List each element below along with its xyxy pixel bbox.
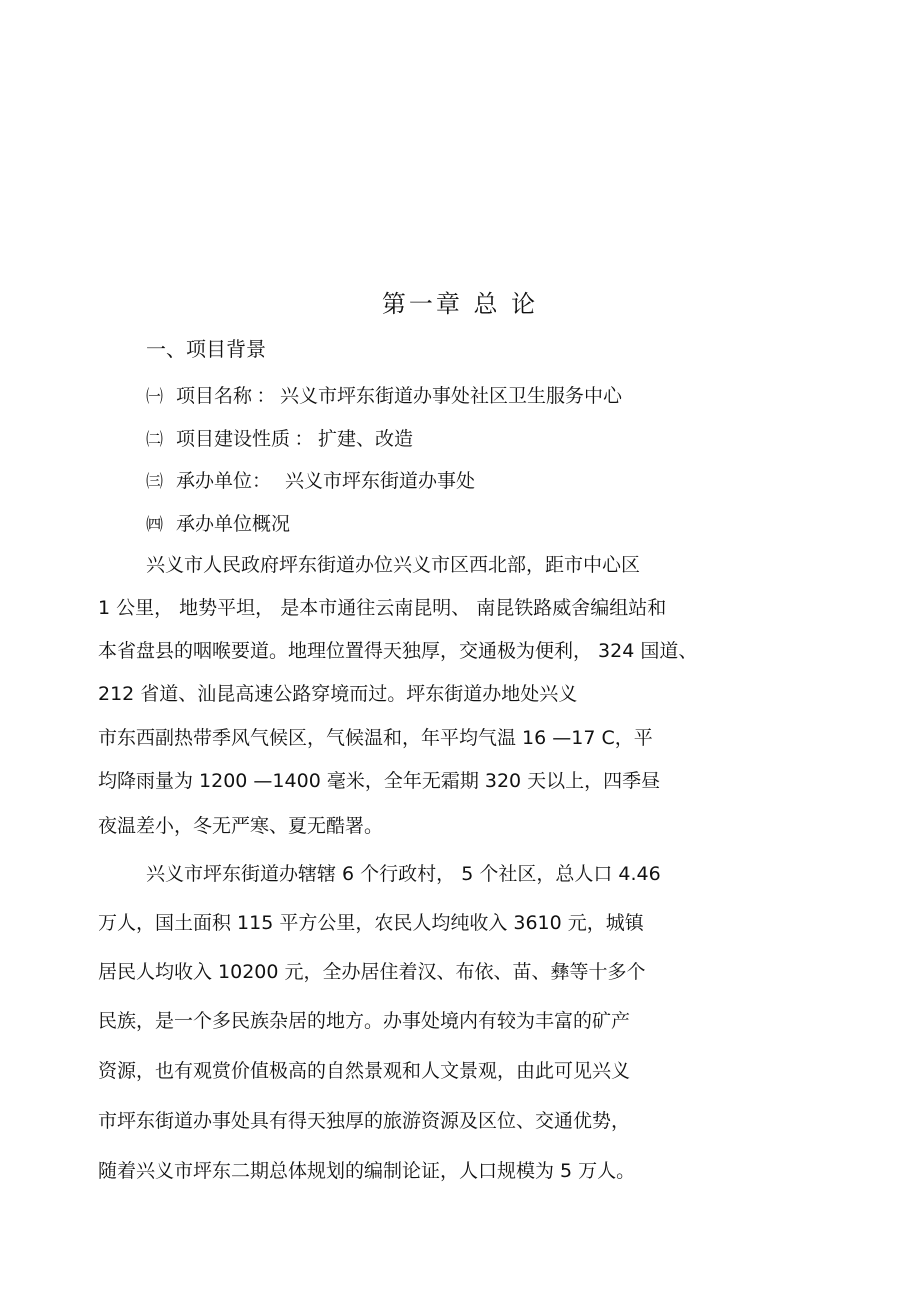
paragraph-1-line: 212 省道、汕昆高速公路穿境而过。坪东街道办地处兴义 — [98, 683, 578, 705]
item-number: ㈡ — [146, 430, 163, 450]
item-label: 承办单位： — [176, 470, 272, 492]
paragraph-1-line: 本省盘县的咽喉要道。地理位置得天独厚，交通极为便利， 324 国道、 — [98, 640, 698, 662]
paragraph-1-line: 夜温差小，冬无严寒、夏无酷署。 — [98, 815, 384, 837]
item-organizer-overview — [146, 510, 290, 539]
item-value: 扩建、改造 — [318, 428, 414, 450]
paragraph-2-line: 市坪东街道办事处具有得天独厚的旅游资源及区位、交通优势， — [98, 1110, 631, 1132]
paragraph-2-line: 随着兴义市坪东二期总体规划的编制论证，人口规模为 5 万人。 — [98, 1160, 636, 1182]
item-label: 承办单位概况 — [176, 513, 291, 535]
item-value: 兴义市坪东街道办事处社区卫生服务中心 — [280, 385, 623, 407]
item-separator: ： — [256, 385, 276, 407]
item-label: 项目名称 — [176, 385, 253, 407]
paragraph-1-line: 兴义市人民政府坪东街道办位兴义市区西北部，距市中心区 — [146, 554, 641, 576]
item-separator: ： — [294, 428, 314, 450]
chapter-title: 第一章 总 论 — [381, 290, 539, 318]
item-value: 兴义市坪东街道办事处 — [285, 470, 476, 492]
section-heading: 一、项目背景 — [146, 337, 266, 361]
item-organizer — [146, 467, 475, 496]
item-construction-nature — [146, 425, 413, 454]
paragraph-2-line: 居民人均收入 10200 元，全办居住着汉、布依、苗、彝等十多个 — [98, 961, 646, 983]
paragraph-2-line: 兴义市坪东街道办辖辖 6 个行政村， 5 个社区，总人口 4.46 — [146, 863, 661, 885]
paragraph-2-line: 万人，国土面积 115 平方公里，农民人均纯收入 3610 元，城镇 — [98, 912, 644, 934]
paragraph-1-line: 1 公里， 地势平坦， 是本市通往云南昆明、 南昆铁路威舍编组站和 — [98, 597, 667, 619]
paragraph-1-line: 均降雨量为 1200 —1400 毫米，全年无霜期 320 天以上，四季昼 — [98, 770, 661, 792]
paragraph-1-line: 市东西副热带季风气候区，气候温和，年平均气温 16 —17 C，平 — [98, 727, 653, 749]
item-number: ㈢ — [146, 472, 163, 492]
paragraph-2-line: 民族，是一个多民族杂居的地方。办事处境内有较为丰富的矿产 — [98, 1010, 631, 1032]
item-project-name — [146, 382, 622, 411]
item-label: 项目建设性质 — [176, 428, 291, 450]
item-number: ㈠ — [146, 387, 163, 407]
item-number: ㈣ — [146, 515, 163, 535]
paragraph-2-line: 资源，也有观赏价值极高的自然景观和人文景观，由此可见兴义 — [98, 1060, 631, 1082]
